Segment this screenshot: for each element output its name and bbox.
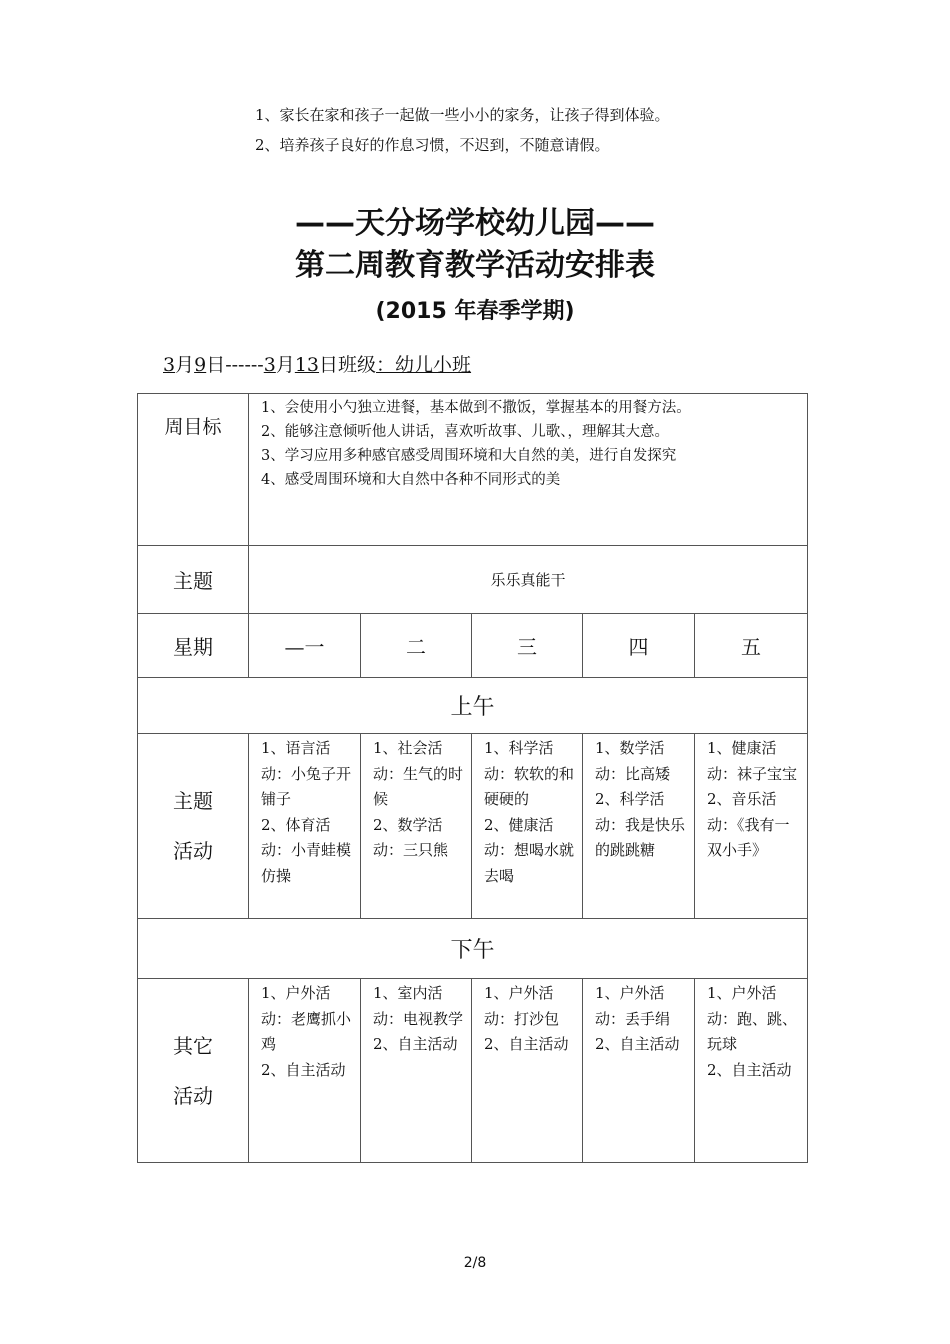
morning-activities-row — [138, 734, 808, 919]
activity-item: 1、户外活动：丢手绢 — [595, 984, 671, 1028]
morning-friday — [695, 734, 808, 919]
other-activity-label — [138, 979, 249, 1163]
morning-label: 上午 — [138, 678, 808, 734]
class-prefix: 日班级 — [319, 354, 377, 376]
afternoon-wednesday — [472, 979, 583, 1163]
label-line: 其它 — [173, 1033, 213, 1058]
class-name: ：幼儿小班 — [376, 354, 472, 376]
theme-row — [138, 546, 808, 614]
afternoon-thursday — [583, 979, 695, 1163]
day-wednesday: 三 — [472, 614, 583, 678]
activity-item: 2、数学活动：三只熊 — [373, 815, 449, 859]
semester-subtitle: (2015 年春季学期) — [375, 299, 575, 324]
morning-wednesday — [472, 734, 583, 919]
morning-thursday — [583, 734, 695, 919]
label-line: 主题 — [173, 789, 213, 813]
afternoon-section-row — [138, 919, 808, 979]
day-thursday: 四 — [583, 614, 695, 678]
goals-label: 周目标 — [138, 394, 249, 546]
activity-item: 2、自主活动 — [595, 1035, 680, 1053]
activity-item: 1、户外活动：跑、跳、玩球 — [707, 984, 798, 1053]
parent-notes — [255, 100, 670, 160]
morning-tuesday — [361, 734, 472, 919]
main-activity-label — [138, 734, 249, 919]
date-range-line — [163, 350, 471, 377]
theme-value: 乐乐真能干 — [249, 546, 808, 614]
afternoon-activities-row — [138, 979, 808, 1163]
activity-item: 1、社会活动：生气的时候 — [373, 739, 464, 808]
goal-item: 2、能够注意倾听他人讲话，喜欢听故事、儿歌、，理解其大意。 — [261, 424, 669, 440]
schedule-title: 第二周教育教学活动安排表 — [295, 248, 655, 283]
activity-item: 1、户外活动：老鹰抓小鸡 — [261, 984, 352, 1053]
day-monday: —一 — [249, 614, 361, 678]
activity-item: 2、自主活动 — [484, 1035, 569, 1053]
activity-item: 2、科学活动：我是快乐的跳跳糖 — [595, 790, 686, 859]
activity-item: 1、户外活动：打沙包 — [484, 984, 560, 1028]
day-char: 日------ — [206, 354, 264, 376]
start-month: 3 — [163, 354, 176, 376]
activity-item: 2、音乐活动：《我有一双小手》 — [707, 790, 790, 859]
day-tuesday: 二 — [361, 614, 472, 678]
theme-label: 主题 — [138, 546, 249, 614]
activity-item: 1、数学活动：比高矮 — [595, 739, 671, 783]
morning-section-row — [138, 678, 808, 734]
weekday-label: 星期 — [138, 614, 249, 678]
activity-item: 2、体育活动：小青蛙模仿操 — [261, 815, 352, 885]
label-line: 活动 — [173, 839, 213, 863]
goal-item: 1、会使用小勺独立进餐，基本做到不撒饭，掌握基本的用餐方法。 — [261, 400, 691, 416]
activity-item: 2、自主活动 — [707, 1060, 792, 1079]
afternoon-friday — [695, 979, 808, 1163]
school-title: ——天分场学校幼儿园—— — [295, 206, 655, 241]
label-line: 活动 — [173, 1083, 213, 1108]
afternoon-monday — [249, 979, 361, 1163]
end-month: 3 — [263, 354, 276, 376]
day-friday: 五 — [695, 614, 808, 678]
page-number: 2/8 — [463, 1255, 487, 1271]
activity-item: 1、健康活动：袜子宝宝 — [707, 739, 798, 783]
note-item: 2、培养孩子良好的作息习惯，不迟到，不随意请假。 — [255, 136, 610, 154]
weekday-row — [138, 614, 808, 678]
activity-item: 1、科学活动：软软的和硬硬的 — [484, 739, 575, 808]
activity-item: 1、语言活动：小兔子开铺子 — [261, 739, 352, 808]
afternoon-label: 下午 — [138, 919, 808, 979]
activity-item: 2、健康活动：想喝水就去喝 — [484, 815, 575, 885]
note-item: 1、家长在家和孩子一起做一些小小的家务，让孩子得到体验。 — [255, 106, 670, 124]
goals-cell — [249, 394, 808, 546]
activity-item: 1、室内活动：电视教学 — [373, 984, 464, 1028]
goal-item: 3、学习应用多种感官感受周围环境和大自然的美，进行自发探究 — [261, 448, 677, 464]
morning-monday — [249, 734, 361, 919]
goals-row — [138, 394, 808, 546]
start-day: 9 — [194, 354, 207, 376]
schedule-table — [137, 393, 808, 1163]
activity-item: 2、自主活动 — [373, 1035, 458, 1053]
month-char: 月 — [275, 354, 295, 376]
activity-item: 2、自主活动 — [261, 1060, 346, 1079]
end-day: 13 — [294, 354, 320, 376]
afternoon-tuesday — [361, 979, 472, 1163]
month-char: 月 — [175, 354, 195, 376]
goal-item: 4、感受周围环境和大自然中各种不同形式的美 — [261, 472, 561, 488]
